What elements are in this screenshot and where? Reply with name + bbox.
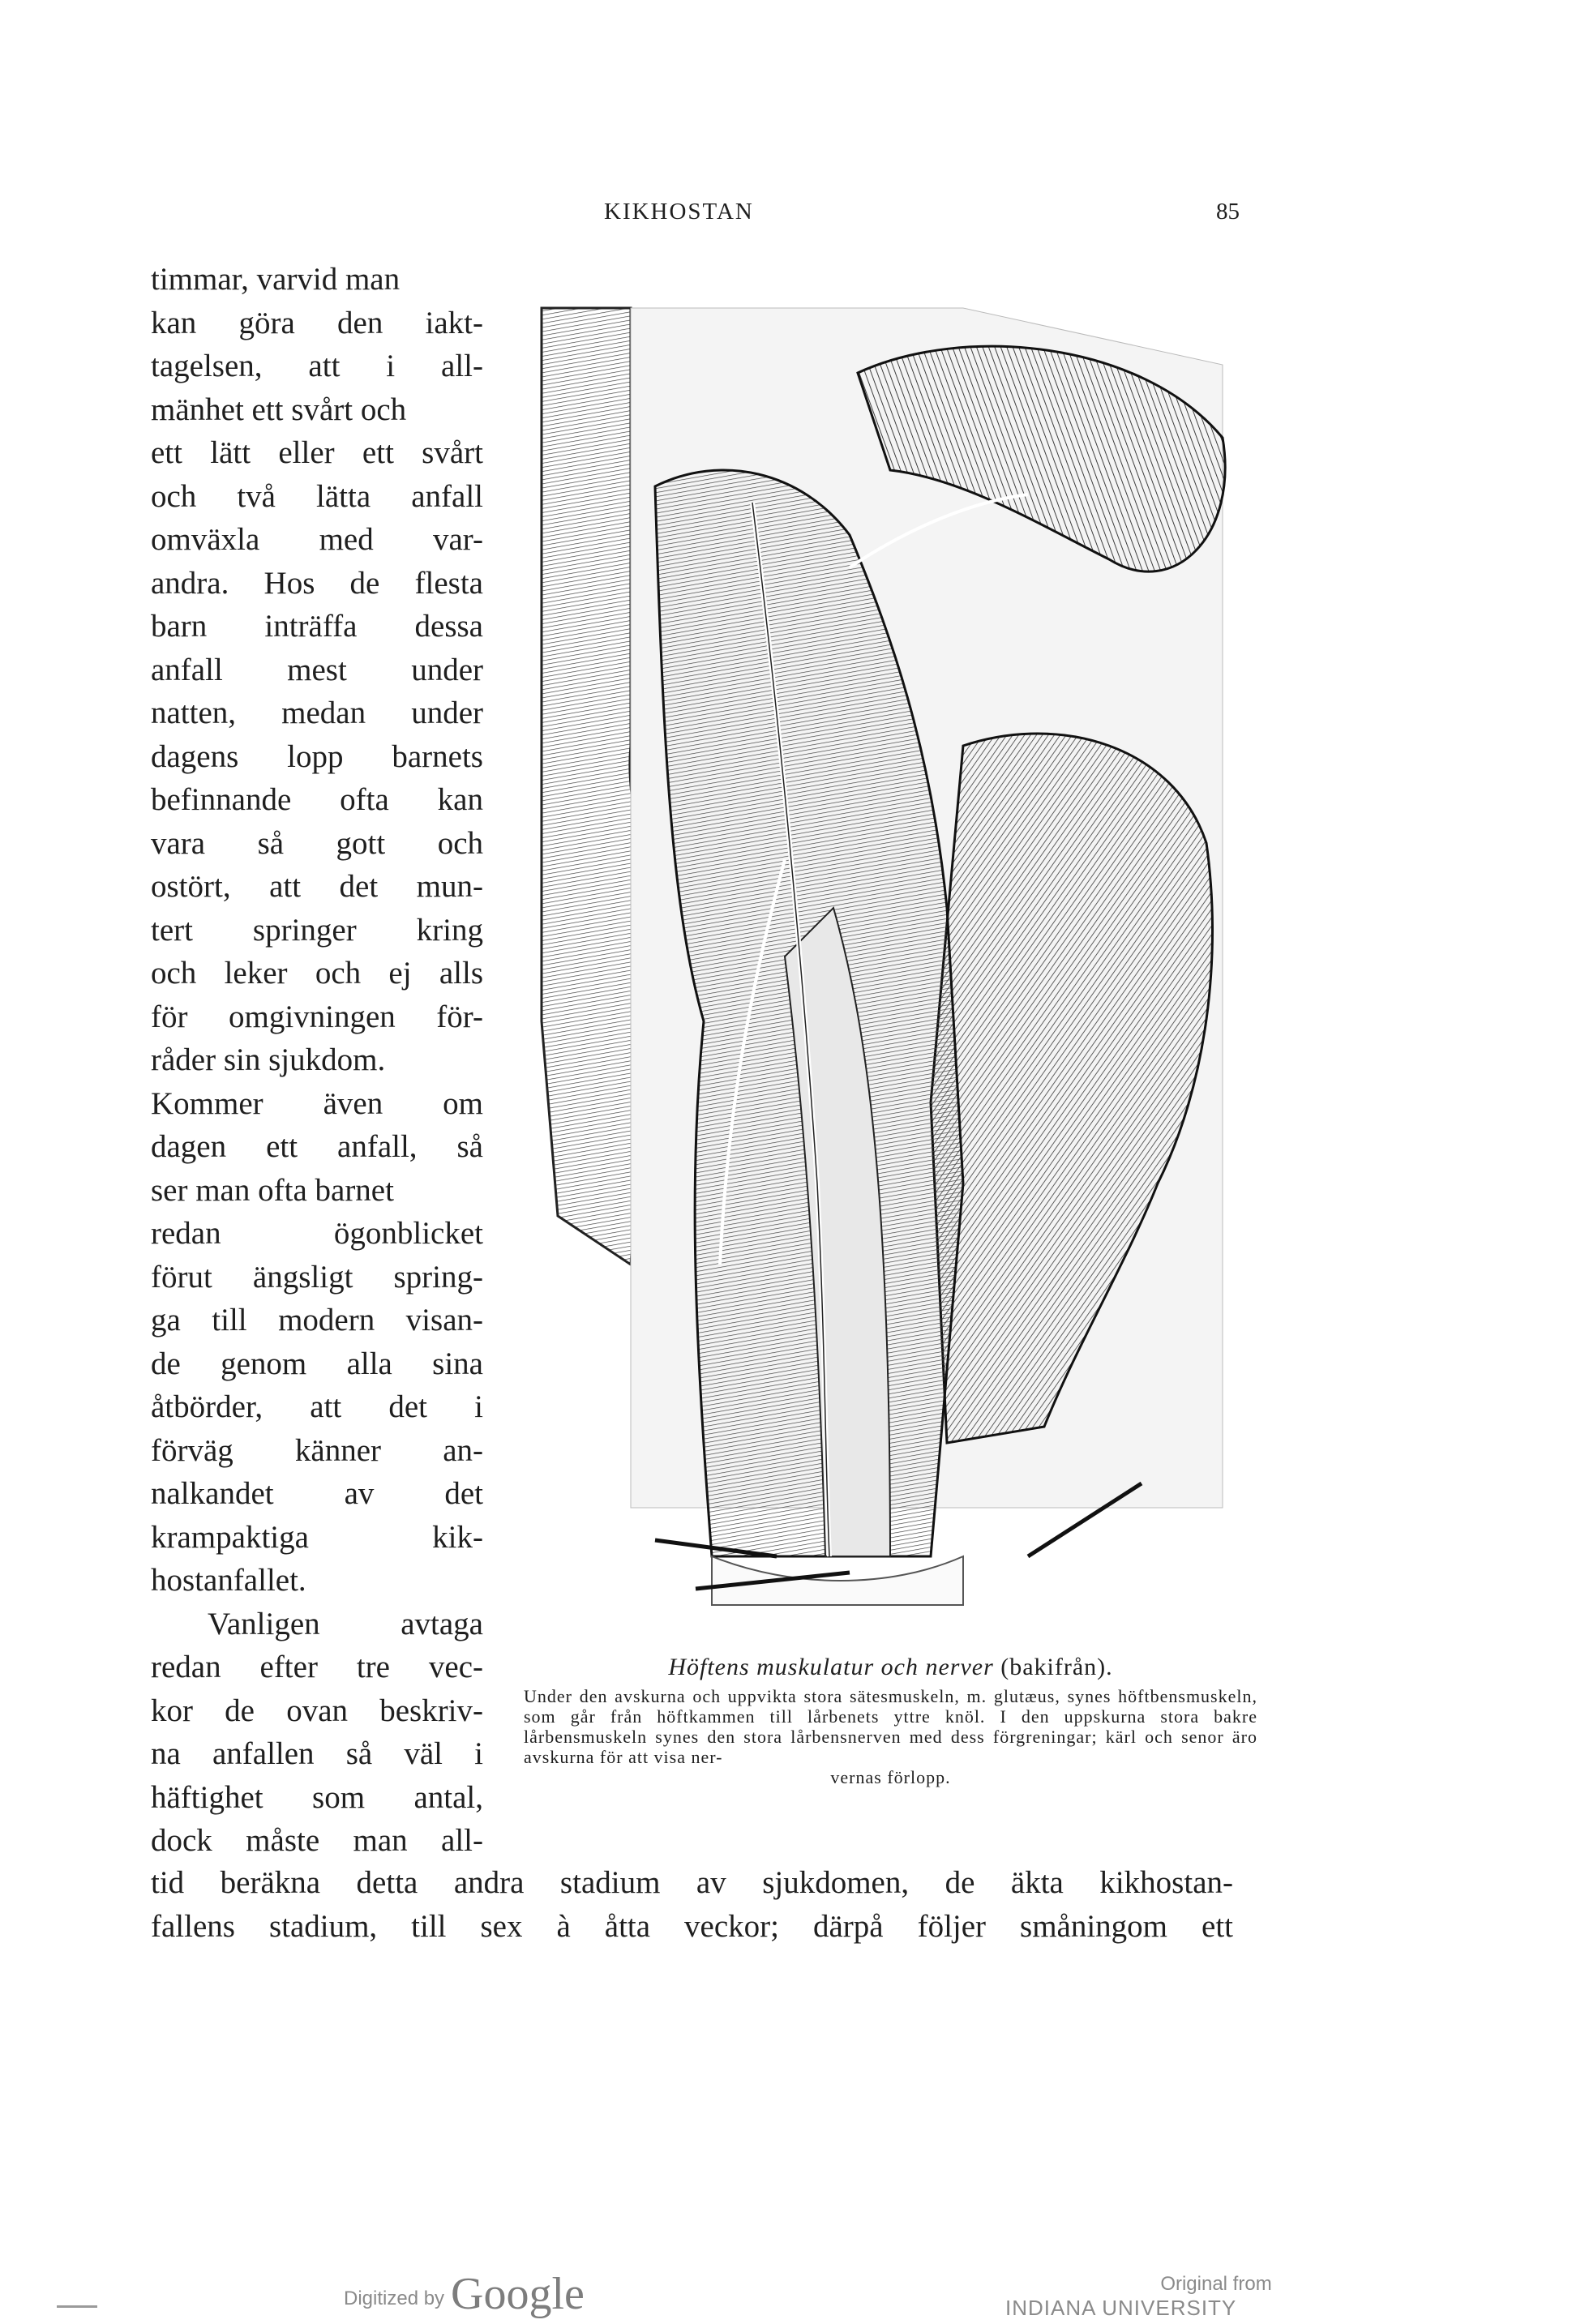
body-line: åtbörder, att det i [151, 1389, 483, 1424]
body-line: förut ängsligt spring- [151, 1259, 483, 1295]
caption-title-rest: (bakifrån). [993, 1654, 1113, 1680]
body-line: dagen ett anfall, så [151, 1129, 483, 1164]
caption-title-italic: Höftens muskulatur och nerver [668, 1654, 994, 1680]
body-line: andra. Hos de flesta [151, 565, 483, 601]
digitization-footer [0, 2269, 1572, 2320]
margin-mark [57, 2305, 97, 2308]
original-from-label: Original from [1160, 2273, 1272, 2295]
anatomical-illustration [509, 292, 1255, 1637]
left-text-column [151, 258, 483, 1863]
body-line: dagens lopp barnets [151, 738, 483, 774]
body-line: vara så gott och [151, 825, 483, 861]
body-line: ser man ofta barnet [151, 1172, 394, 1208]
body-line: häftighet som antal, [151, 1779, 483, 1815]
body-line: omväxla med var- [151, 522, 483, 557]
body-line: nalkandet av det [151, 1476, 483, 1511]
body-line: för omgivningen för- [151, 999, 483, 1034]
body-line: och två lätta anfall [151, 478, 483, 514]
hip-muscle-engraving [509, 292, 1255, 1637]
body-line: anfall mest under [151, 652, 483, 687]
body-line: och leker och ej alls [151, 956, 483, 991]
body-line: tagelsen, att i all- [151, 349, 483, 383]
body-line: timmar, varvid man [151, 262, 400, 297]
body-line: mänhet ett svårt och [151, 392, 407, 427]
body-line: redan efter tre vec- [151, 1650, 483, 1684]
body-line: ett lätt eller ett svårt [151, 435, 483, 470]
body-line: de genom alla sina [151, 1346, 483, 1381]
body-line: krampaktiga kik- [151, 1519, 483, 1555]
caption-body: Under den avskurna och uppvikta stora sätesmuskeln, m. glutæus, synes höftbensmuskeln, som går från höftkammen till lårbenets yttre knöl. I den uppskurna stora bakre lårbensmuskeln synes den stora lårbensnerven med dess förgreningar; kärl och senor äro avskurna för att visa ner- [524, 1686, 1257, 1767]
body-line: förväg känner an- [151, 1432, 483, 1468]
body-line: ga till modern visan- [151, 1303, 483, 1337]
body-line: råder sin sjukdom. [151, 1042, 386, 1077]
body-line: barn inträffa dessa [151, 609, 483, 644]
google-logo: Google [451, 2269, 585, 2319]
caption-title [524, 1654, 1257, 1681]
body-line: Vanligen avtaga [208, 1606, 483, 1641]
running-header-title: KIKHOSTAN [604, 199, 754, 225]
body-line: ostört, att det mun- [151, 869, 483, 904]
body-line: natten, medan under [151, 695, 483, 730]
caption-last-line: vernas förlopp. [830, 1767, 951, 1787]
page-number: 85 [1216, 199, 1240, 225]
body-line: hostanfallet. [151, 1563, 306, 1598]
body-line: na anfallen så väl i [151, 1736, 483, 1771]
figure-caption [524, 1654, 1257, 1787]
body-line: fallens stadium, till sex à åtta veckor; därpå följer småningom ett [151, 1908, 1233, 1944]
body-line: Kommer även om [151, 1085, 483, 1121]
institution-label: INDIANA UNIVERSITY [1005, 2296, 1237, 2320]
body-line: tert springer kring [151, 912, 483, 948]
body-line: kan göra den iakt- [151, 305, 483, 340]
body-line: kor de ovan beskriv- [151, 1693, 483, 1728]
full-width-text [151, 1861, 1233, 1948]
body-line: tid beräkna detta andra stadium av sjukdomen, de äkta kikhostan- [151, 1865, 1233, 1900]
body-line: redan ögonblicket [151, 1216, 483, 1251]
body-line: dock måste man all- [151, 1823, 483, 1858]
body-line: befinnande ofta kan [151, 782, 483, 817]
digitized-by-label: Digitized by [344, 2288, 445, 2309]
